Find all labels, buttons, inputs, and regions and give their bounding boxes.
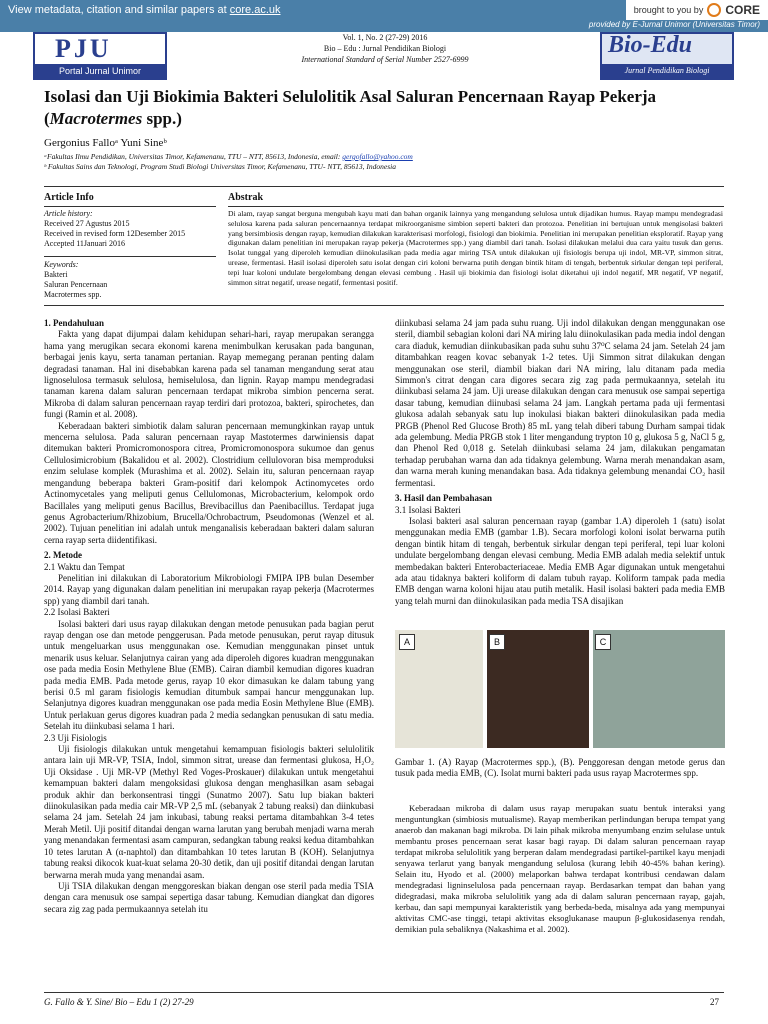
paragraph: Isolasi bakteri dari usus rayap dilakukan dengan metode penusukan pada bagian perut rayap dengan ose dan metode penggerusan. Pada metode penusukan, perut rayap ditusuk untuk mengeluarkan usus menggunakan ose. Kemudian menggunakan pinset untuk menarik usus keluar. Selanjutnya cairan yang ada diperoleh digores kuadran menggunakan ose pada media Eosin Methylene Blue (EMB). Cairan diambil kemudian digores kuadran pada media EMB. Pada metode gerus, rayap 10 ekor dimasukan ke dalam tabung yang berisi 0.5 ml garam fisiologis kemudian ditumbuk sampai hancur menggunakan lup. Selanjutnya digores kuadran menggunakan ose pada media Eosin Methylene Blue (EMB). Untuk perlakuan gerus digores kuadran pada 2 media sedangkan penusukan di satu media. Setelah itu diinkubasi selama 1 hari. bbox=[44, 618, 374, 732]
bioedu-logo-text: Bio-Edu bbox=[608, 32, 693, 58]
subsection-heading: 2.3 Uji Fisiologis bbox=[44, 732, 107, 743]
paper-title: Isolasi dan Uji Biokimia Bakteri Selulolitik Asal Saluran Pencernaan Rayap Pekerja (Macrotermes spp.) bbox=[44, 87, 657, 128]
subsection-heading: 2.2 Isolasi Bakteri bbox=[44, 607, 110, 618]
divider bbox=[44, 305, 724, 306]
section-heading: 1. Pendahuluan bbox=[44, 318, 105, 328]
provided-bar bbox=[0, 20, 768, 32]
journal-name: Bio – Edu : Jurnal Pendidikan Biologi bbox=[323, 44, 447, 53]
figure-1 bbox=[395, 630, 725, 748]
journal-issn: International Standard of Serial Number 2527-6999 bbox=[301, 55, 469, 64]
figure-label-c: C bbox=[595, 634, 611, 650]
divider bbox=[44, 186, 724, 187]
paragraph: Keberadaan bakteri simbiotik dalam saluran pencernaan memungkinkan rayap untuk mencerna selulosa. Pada saluran pencernaan rayap Mastotermes darwiniensis dapat ditemukan bakteri Promicromonospora citrea, Promicromonospora sukumoe dan genus Cellulosimicrobium (Bakalidou et al. 2002). Clostridium cellulovoran bisa memproduksi enzim selulase komplek (Murashima et al. 2002). Selain itu, saluran pencernaan rayap mengandung beberapa bakteri Gram-positif dari kelompok Actinomycetes ordo Actinomycetales yang meliputi genus Cellulomonas, Microbacterium, kelompok ordo Bacillales yang meliputi genus Bacillus, Brevibacillus dan Paenibacillus. Terdapat juga genus Agrobacterium/Rhizobium, Brucella/Ochrobactrum, Pseudomonas (Wenzel et al. 2002). Tujuan penelitian ini adalah untuk menganalisis keberadaan bakteri dalam saluran cerna rayap serta diidentifikasi. bbox=[44, 420, 374, 545]
section-heading: 2. Metode bbox=[44, 550, 82, 561]
bioedu-logo-sub: Jurnal Pendidikan Biologi bbox=[602, 64, 732, 78]
footer-citation: G. Fallo & Y. Sine/ Bio – Edu 1 (2) 27-29 bbox=[44, 997, 194, 1007]
figure-label-a: A bbox=[399, 634, 415, 650]
journal-volume: Vol. 1, No. 2 (27-29) 2016 bbox=[342, 33, 428, 42]
metadata-link-text[interactable]: View metadata, citation and similar papers at core.ac.uk bbox=[8, 4, 281, 16]
paragraph: Keberadaan mikroba di dalam usus rayap merupakan suatu bentuk interaksi yang menguntungkan (simbiosis mutualisme). Rayap memberikan perlindungan berupa tempat yang anaerob dan makanan bagi mikroba. Di lain pihak mikroba menyumbang enzim selulase untuk membantu proses pencernaan serat kasar bagi rayap. Di dalam saluran pencernaan rayap terdapat mikroba selulolitik yang berperan dalam mendegradasi partikel-partikel kayu menjadi senyawa terlarut yang banyak mengandung selulosa (kurang lebih 40-45% bahan kering). Selain itu, Hyodo et al. (2000) melaporkan bahwa terdapat kontribusi cendawan dalam mendegradasi ligninselulosa pada pencernaan rayap. Berdasarkan tempat dan bahan yang didegradasi, maka mikroba selulolitik yang ada di dalam saluran pencernaan rayap, gajah, kerbau, dan sapi mempunyai karakteristik yang berbeda-beda, misalnya ada yang mempunyai aktivitas CMC-ase tinggi, tetapi aktivitas eksoglukanase maupun β-glukosidasenya rendah, demikian pula sebaliknya (Nakashima et al. 2002). bbox=[395, 803, 725, 934]
footer-divider bbox=[44, 992, 724, 993]
paragraph: Fakta yang dapat dijumpai dalam kehidupan sehari-hari, rayap merupakan serangga hama yang merugikan secara ekonomi karena menimbulkan kerusakan pada bangunan, berbagai jenis kayu, serta tanaman pertanian. Rayap memegang peranan penting dalam degradasi tanaman. Hal ini disebabkan karena pada sel tanaman mengandung serat atau lignoselulosa termasuk selulosa, hemiselulosa, dan lignin. Rayap mampu mendegradasi tanaman karena dalam saluran pencernaan terdapat mikroba simbion pencerna serat. Mikroba di dalam saluran pencernaan rayap terdiri dari protozoa, bakteri, spirochetes, dan fungi (Ramin et al. 2008). bbox=[44, 329, 374, 420]
figure-label-b: B bbox=[489, 634, 505, 650]
core-link[interactable]: core.ac.uk bbox=[229, 4, 281, 16]
bioedu-logo bbox=[600, 32, 734, 80]
isolate-tubes-photo bbox=[593, 630, 725, 748]
keywords: Keywords: Bakteri Saluran Pencernaan Macrotermes spp. bbox=[44, 260, 108, 299]
core-banner bbox=[0, 0, 768, 20]
core-logo-icon bbox=[707, 3, 721, 17]
authors: Gergonius Falloᵃ Yuni Sineᵇ bbox=[44, 137, 167, 149]
pju-logo-text: PJU bbox=[55, 34, 112, 63]
paragraph: Uji fisiologis dilakukan untuk mengetahui kemampuan fisiologis bakteri selulolitik antara lain uji MR-VP, TSIA, Indol, simmon sitrat, urease dan fermentasi glukosa, H₂O₂ Uji Oksidase . Uji MR-VP (Methyl Red Voges-Proskauer) dilakukan untuk mengetahui kemampuan bakteri dalam mengoksidasi glukosa dengan menghasilkan asam sebagai produk akhir dan berkonsentrasi tinggi (Sunatmo 2007). Satu lup biakan bakteri diinokulasikan pada media cair MR-VP 2,5 mL (sebanyak 2 tabung reaksi) dan diinkubasi selama 24 jam. Setelah 24 jam inkubasi, tabung reaksi pertama ditambahkan 3-4 tetes Merah Metil. Uji positif ditandai dengan warna larutan yang berubah menjadi warna merah yang menandakan fermentasi asam campuran, sedangkan tabung reaksi kedua ditambahkan 10 tetes larutan A (α-naphtol) dan ditambahkan 10 tetes larutan B (KOH). Selanjutnya tabung reaksi dikocok kuat-kuat selama 20-30 detik, dan uji positif ditandai dengan larutan berwarna merah muda yang menandai asam. bbox=[44, 744, 374, 880]
journal-info bbox=[230, 32, 540, 65]
core-text: CORE bbox=[725, 3, 760, 17]
core-badge[interactable] bbox=[626, 0, 768, 20]
right-column-bottom bbox=[395, 803, 725, 935]
article-info-heading: Article Info bbox=[44, 192, 94, 203]
pju-logo bbox=[33, 32, 167, 80]
subsection-heading: 2.1 Waktu dan Tempat bbox=[44, 561, 125, 572]
right-column-top bbox=[395, 318, 725, 607]
figure-caption: Gambar 1. (A) Rayap (Macrotermes spp.), (B). Penggoresan dengan metode gerus dan tusuk pada media EMB, (C). Isolat murni bakteri pada usus rayap Macrotermes spp. bbox=[395, 757, 725, 779]
termite-photo bbox=[395, 630, 483, 748]
section-heading: 3. Hasil dan Pembahasan bbox=[395, 493, 493, 504]
paragraph: Penelitian ini dilakukan di Laboratorium Mikrobiologi FMIPA IPB bulan Desember 2014. Rayap yang digunakan dalam penelitian ini merupakan rayap pekerja (Macrotermes spp) yang diambil dari tanah. bbox=[44, 572, 374, 606]
brought-text: brought to you by bbox=[633, 5, 704, 15]
pju-logo-sub: Portal Jurnal Unimor bbox=[35, 64, 165, 78]
divider bbox=[228, 206, 724, 207]
affiliations: ᵃFakultas Ilmu Pendidikan, Universitas Timor, Kefamenanu, TTU – NTT, 85613, Indonesia, email: gergofallo@yahoo.com ᵇ Fakultas Sains dan Teknologi, Program Studi Biologi Universitas Timor, Kefamenanu, TTU- NTT, 85613, Indonesia bbox=[44, 152, 413, 171]
page-number: 27 bbox=[710, 997, 719, 1007]
left-column bbox=[44, 318, 374, 915]
emb-plate-photo bbox=[487, 630, 589, 748]
email-link[interactable]: gergofallo@yahoo.com bbox=[342, 152, 413, 161]
divider bbox=[44, 206, 216, 207]
divider bbox=[44, 256, 216, 257]
provided-text: provided by E-Jurnal Unimor (Universitas Timor) bbox=[588, 20, 760, 29]
paragraph: diinkubasi selama 24 jam pada suhu ruang. Uji indol dilakukan dengan menggunakan ose steril, diambil sebagian koloni dari NA miring lalu diinokulasikan pada media indol dengan cara diaduk, kemudian diinkubasikan pada suhu suhu 37⁰C selama 24 jam. Setelah 24 jam ditambahkan reagen kovac sebanyak 1-2 tetes. Uji Simmon sitrat dilakukan dengan menggunakan ose steril, diambil biakan dari NA miring, lalu ditanam pada media Simmon's citrat dengan cara digores secara zig zag pada permukaannya, setelah itu diinkubasi selama 24 jam. Uji urease dilakukan dengan cara menusuk ose sampai sepertiga dasar tabung, kemudian diinubasi selama 24 jam. Langkah pertama pada uji fermentasi glukosa adalah sebanyak satu lup inokulasi biakan bakteri diinokulasikan pada media PRGB (Phenol Red Glucose Broth) 85 mL yang telah diberi tabung Durham sampai tidak ada gelembung. Media PRGB stok 1 liter mengandung trypton 10 g, glukosa 5 g, NaCl 5 g, dan Phenol Red 0,018 g. Setelah diinkubasi selama 24 jam, dilakukan pengamatan terhadap perubahan warna dan ada tidaknya gelembung. Warna merah menandakan asam, dan warna merah kuning menandakan basa. Ada tidaknya gelembung menandai CO₂ hasil fermentasi. bbox=[395, 318, 725, 488]
abstract-text: Di alam, rayap sangat berguna mengubah kayu mati dan bahan organik lainnya yang mengandung selulosa untuk dijadikan humus. Rayap mampu mendegradasi selulosa karena pada saluran pencernaannya terdapat mikroorganisme simbion seperti bakteri dan protozoa. Penelitian ini bertujuan untuk mengisolasi bakteri yang bersimbiosis dengan rayap, kemudian dilakukan karakterisasi morfologi, fisiologi dan biokimia. Penelitian ini merupakan penelitian eksploratif. Rayap yang digunakan dalam penelitian ini merupakan rayap pekerja (Macrotermes spp.) yang diambil dari tanah. Isolasi dilakukan melalui dua cara yaitu tusuk dan gerus. Isolat tunggal yang diperoleh kemudian diinokulasikan pada media agar miring TSA untuk dilakukan uji fisiologis berupa uji indol, MR-VP, simmon sitrat, urease, fermentasi. Hasil isolasi diperoleh satu isolat dengan ciri koloni berwarna putih dengan bintik hitam di tengah, berbentuk sirkular dengan tepi periferal, tepi luar koloni undulate bergelombang dengan elevasi cembung . Hasil uji biokimia dan fisiologi isolat diketahui uji indol negatif, MR negatif, VP negatif, simmon sitrat negatif, urease negatif, fermentasi positif. bbox=[228, 209, 723, 287]
article-history: Article history: Received 27 Agustus 2015 Received in revised form 12Desember 2015 Accepted 11Januari 2016 bbox=[44, 209, 186, 248]
paragraph: Isolasi bakteri asal saluran pencernaan rayap (gambar 1.A) diperoleh 1 (satu) isolat menggunakan media EMB (gambar 1.B). Secara morfologi koloni isolat berwarna putih dengan bintik hitam di tengah, berbentuk sirkular dengan tepi periferal, tepi luar koloni undulate bergelombang dengan elevasi cembung. Media EMB adalah media selektif untuk membedakan bakteri Enterobacteriaceae. Media EMB Agar digunakan untuk mengetahui ada atau tidaknya bakteri koliform di dalam tubuh rayap. Koliform tampak pada media EMB dengan warna koloni hijau atau putih metalik. Hasil isolasi bakteri pada media EMB yang telah murni dan diinokulasikan pada media TSA disajikan bbox=[395, 515, 725, 606]
abstract-heading: Abstrak bbox=[228, 192, 264, 203]
paragraph: Uji TSIA dilakukan dengan menggoreskan biakan dengan ose steril pada media TSIA dengan cara menusuk ose sampai sepertiga dasar tabung. Kemudian diangkat dan digores secara zig zag pada permukaannya setelah itu bbox=[44, 880, 374, 914]
subsection-heading: 3.1 Isolasi Bakteri bbox=[395, 504, 461, 515]
